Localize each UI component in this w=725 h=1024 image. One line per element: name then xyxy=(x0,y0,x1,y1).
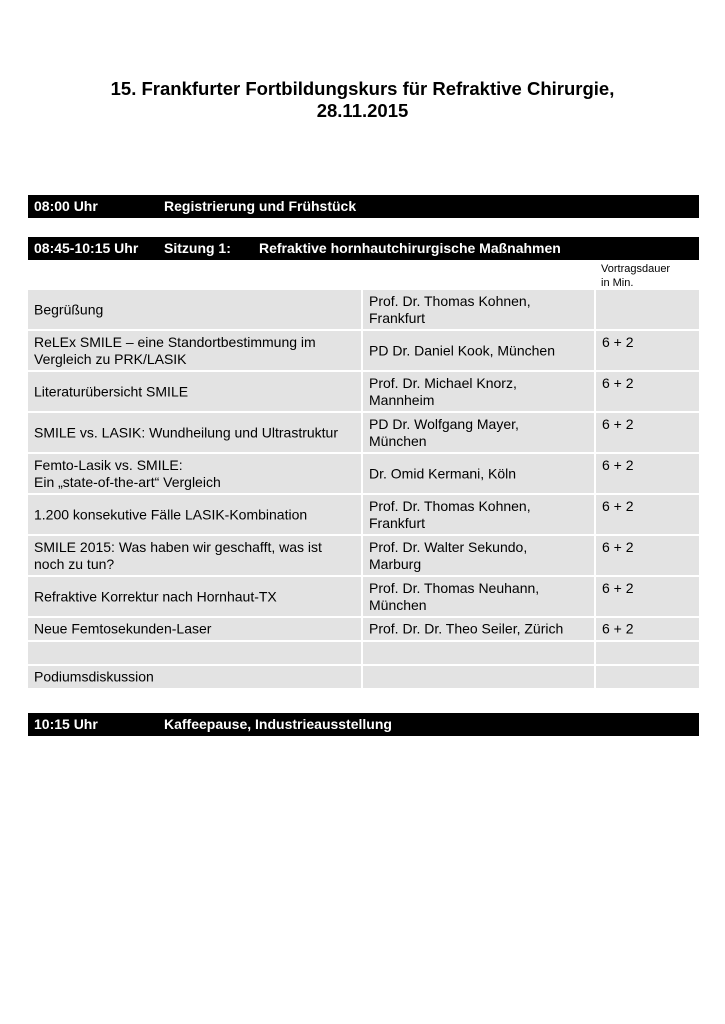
talk-speaker xyxy=(369,465,590,482)
talk-speaker xyxy=(369,580,590,614)
talk-topic-cell xyxy=(28,413,361,452)
talk-topic-line: 1.200 konsekutive Fälle LASIK-Kombination xyxy=(34,506,308,522)
talk-topic-line: Femto-Lasik vs. SMILE: xyxy=(34,456,183,473)
column-divider xyxy=(594,642,596,664)
column-divider xyxy=(361,666,363,688)
talk-duration-cell xyxy=(596,536,699,575)
schedule-bar-registration xyxy=(28,195,699,218)
talk-duration xyxy=(602,334,695,351)
talk-speaker-cell xyxy=(363,372,594,411)
column-divider xyxy=(361,618,363,640)
talk-topic-cell xyxy=(28,495,361,534)
talk-speaker xyxy=(369,342,590,359)
talk-duration xyxy=(602,498,695,515)
talk-topic-line: Begrüßung xyxy=(34,301,104,317)
talk-speaker-line: Prof. Dr. Dr. Theo Seiler, Zürich xyxy=(369,620,564,637)
column-divider xyxy=(594,495,596,534)
column-divider xyxy=(361,413,363,452)
bar-label: Refraktive hornhautchirurgische Maßnahmen xyxy=(259,240,561,256)
duration-column-header xyxy=(601,262,670,290)
talk-topic xyxy=(34,301,357,318)
table-row xyxy=(28,372,699,411)
column-divider xyxy=(594,577,596,616)
column-divider xyxy=(361,577,363,616)
talk-table xyxy=(28,290,699,690)
talk-speaker-cell xyxy=(363,666,594,688)
column-divider xyxy=(361,536,363,575)
talk-speaker-line: Prof. Dr. Thomas Kohnen, xyxy=(369,292,531,309)
talk-duration-cell xyxy=(596,372,699,411)
bar-time: 10:15 Uhr xyxy=(34,716,98,732)
column-divider xyxy=(594,372,596,411)
column-divider xyxy=(361,290,363,329)
talk-speaker-line: Frankfurt xyxy=(369,514,426,531)
talk-speaker-line: Prof. Dr. Michael Knorz, xyxy=(369,374,517,391)
talk-duration xyxy=(602,457,695,474)
talk-duration xyxy=(602,375,695,392)
talk-topic-line: Literaturübersicht SMILE xyxy=(34,383,189,399)
column-divider xyxy=(594,536,596,575)
talk-speaker xyxy=(369,293,590,327)
duration-value: 6 + 2 xyxy=(602,457,634,473)
column-divider xyxy=(594,618,596,640)
table-row xyxy=(28,642,699,664)
bar-time: 08:45-10:15 Uhr xyxy=(34,240,139,256)
column-divider xyxy=(594,454,596,493)
talk-duration-cell xyxy=(596,413,699,452)
column-divider xyxy=(361,642,363,664)
talk-topic xyxy=(34,383,357,400)
column-divider xyxy=(361,331,363,370)
talk-topic-line: SMILE 2015: Was haben wir geschafft, was ist xyxy=(34,538,322,555)
bar-session: Sitzung 1: xyxy=(164,240,231,256)
talk-speaker-cell xyxy=(363,642,594,664)
talk-topic-line: ReLEx SMILE – eine Standortbestimmung im xyxy=(34,333,316,350)
duration-value: 6 + 2 xyxy=(602,334,634,350)
talk-duration xyxy=(602,416,695,433)
talk-speaker xyxy=(369,498,590,532)
talk-topic xyxy=(34,457,357,491)
talk-topic-line: Refraktive Korrektur nach Hornhaut-TX xyxy=(34,588,277,604)
table-row xyxy=(28,666,699,688)
talk-topic-cell xyxy=(28,536,361,575)
talk-topic xyxy=(34,621,357,638)
column-divider xyxy=(594,413,596,452)
table-row xyxy=(28,536,699,575)
talk-speaker-cell xyxy=(363,577,594,616)
talk-topic-line: SMILE vs. LASIK: Wundheilung und Ultrastruktur xyxy=(34,424,338,440)
column-divider xyxy=(361,495,363,534)
talk-topic-cell xyxy=(28,618,361,640)
talk-topic-line: Podiumsdiskussion xyxy=(34,668,154,685)
duration-header-line-1: Vortragsdauer xyxy=(601,263,671,275)
talk-topic-cell xyxy=(28,454,361,493)
talk-duration-cell xyxy=(596,618,699,640)
duration-value: 6 + 2 xyxy=(602,620,634,637)
talk-duration-cell xyxy=(596,495,699,534)
talk-speaker-line: Prof. Dr. Thomas Kohnen, xyxy=(369,497,531,514)
talk-topic xyxy=(34,506,357,523)
table-row xyxy=(28,290,699,329)
talk-duration-cell xyxy=(596,331,699,370)
table-row xyxy=(28,495,699,534)
talk-topic xyxy=(34,334,357,368)
table-row xyxy=(28,454,699,493)
table-row xyxy=(28,577,699,616)
talk-topic xyxy=(34,539,357,573)
bar-label: Registrierung und Frühstück xyxy=(164,198,357,214)
title-line-2: 28.11.2015 xyxy=(316,100,409,121)
talk-speaker-line: PD Dr. Daniel Kook, München xyxy=(369,342,555,358)
page-title xyxy=(0,78,725,122)
column-divider xyxy=(594,290,596,329)
schedule-bar-coffee-break xyxy=(28,713,699,736)
talk-topic-cell xyxy=(28,372,361,411)
talk-topic-line: Ein „state-of-the-art“ Vergleich xyxy=(34,473,221,490)
column-divider xyxy=(361,372,363,411)
table-row xyxy=(28,618,699,640)
duration-value: 6 + 2 xyxy=(602,580,634,596)
column-divider xyxy=(361,454,363,493)
talk-duration xyxy=(602,621,695,638)
talk-speaker-line: München xyxy=(369,432,427,449)
talk-speaker-line: PD Dr. Wolfgang Mayer, xyxy=(369,415,519,432)
schedule-bar-session-1 xyxy=(28,237,699,260)
talk-topic-cell xyxy=(28,642,361,664)
talk-speaker-cell xyxy=(363,454,594,493)
talk-topic-line: noch zu tun? xyxy=(34,555,115,572)
talk-speaker-line: Dr. Omid Kermani, Köln xyxy=(369,465,517,481)
talk-speaker-cell xyxy=(363,495,594,534)
talk-speaker-line: Prof. Dr. Walter Sekundo, xyxy=(369,538,528,555)
talk-speaker-line: Marburg xyxy=(369,555,422,572)
talk-duration xyxy=(602,539,695,556)
title-line-1: 15. Frankfurter Fortbildungskurs für Refraktive Chirurgie, xyxy=(110,78,615,99)
talk-topic xyxy=(34,424,357,441)
table-row xyxy=(28,413,699,452)
talk-speaker-line: München xyxy=(369,596,427,613)
duration-value: 6 + 2 xyxy=(602,375,634,391)
duration-value: 6 + 2 xyxy=(602,539,634,555)
column-divider xyxy=(594,666,596,688)
talk-speaker-cell xyxy=(363,290,594,329)
duration-value: 6 + 2 xyxy=(602,416,634,432)
talk-speaker xyxy=(369,375,590,409)
talk-duration-cell xyxy=(596,666,699,688)
talk-duration-cell xyxy=(596,577,699,616)
talk-topic xyxy=(34,669,357,686)
table-row xyxy=(28,331,699,370)
talk-speaker xyxy=(369,621,590,638)
talk-speaker xyxy=(369,416,590,450)
talk-topic xyxy=(34,588,357,605)
talk-topic-cell xyxy=(28,331,361,370)
talk-speaker-cell xyxy=(363,536,594,575)
talk-topic-cell xyxy=(28,577,361,616)
column-divider xyxy=(594,331,596,370)
talk-speaker-cell xyxy=(363,331,594,370)
talk-speaker-line: Prof. Dr. Thomas Neuhann, xyxy=(369,579,540,596)
talk-speaker-cell xyxy=(363,618,594,640)
talk-topic-cell xyxy=(28,290,361,329)
talk-speaker xyxy=(369,539,590,573)
talk-topic-line: Vergleich zu PRK/LASIK xyxy=(34,350,187,367)
talk-topic-cell xyxy=(28,666,361,688)
talk-duration xyxy=(602,580,695,597)
bar-label: Kaffeepause, Industrieausstellung xyxy=(164,716,392,732)
talk-duration-cell xyxy=(596,642,699,664)
talk-speaker-line: Frankfurt xyxy=(369,309,426,326)
duration-header-line-2: in Min. xyxy=(601,277,634,289)
talk-speaker-cell xyxy=(363,413,594,452)
talk-duration-cell xyxy=(596,454,699,493)
bar-time: 08:00 Uhr xyxy=(34,198,98,214)
talk-speaker-line: Mannheim xyxy=(369,391,435,408)
duration-value: 6 + 2 xyxy=(602,498,634,514)
talk-duration-cell xyxy=(596,290,699,329)
talk-topic-line: Neue Femtosekunden-Laser xyxy=(34,620,212,637)
